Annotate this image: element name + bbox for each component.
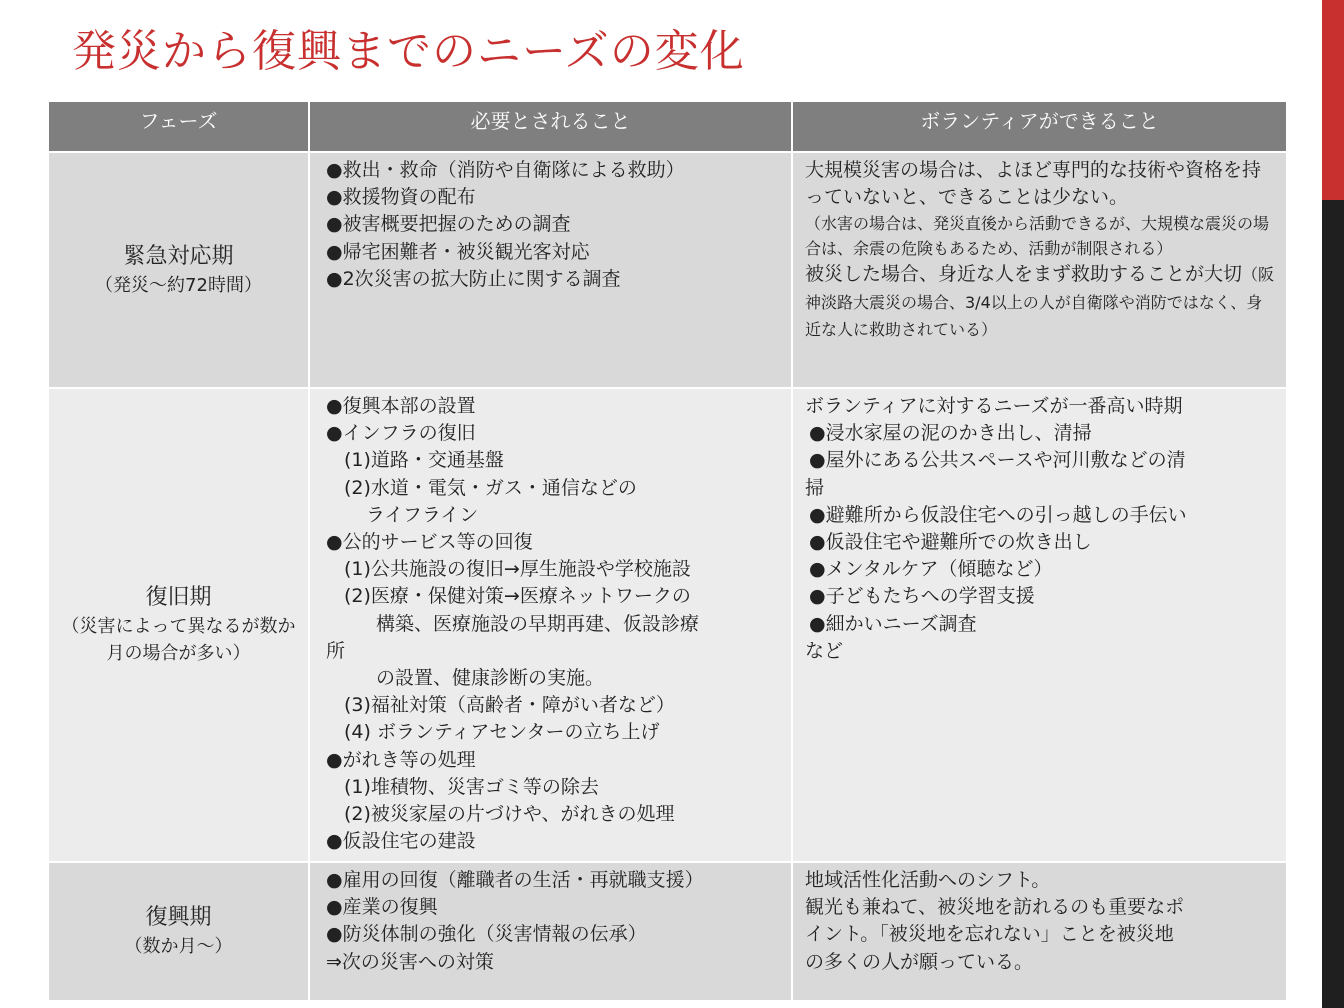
- need-subitem: (1)公共施設の復旧→厚生施設や学校施設: [344, 558, 691, 581]
- need-item: ●公的サービス等の回復: [326, 531, 533, 554]
- page-title: 発災から復興までのニーズの変化: [72, 26, 745, 77]
- needs-cell-recovery: [310, 387, 793, 861]
- need-item: ●救出・救命（消防や自衛隊による救助）: [326, 159, 685, 181]
- need-subitem: (2)水道・電気・ガス・通信などの: [344, 476, 637, 499]
- volunteer-text: 観光も兼ねて、被災地を訪れるのも重要なポ: [805, 896, 1185, 919]
- volunteer-text: 大規模災害の場合は、よほど専門的な技術や資格を持っていないと、できることは少ない。: [805, 159, 1262, 209]
- header-volunteer: ボランティアができること: [793, 102, 1286, 151]
- need-item: ●帰宅困難者・被災観光客対応: [326, 240, 590, 263]
- need-item: ●救援物資の配布: [326, 186, 476, 209]
- need-item: ●がれき等の処理: [326, 748, 476, 771]
- need-subitem: (1)道路・交通基盤: [344, 449, 504, 472]
- need-subitem: (3)福祉対策（高齢者・障がい者など）: [344, 694, 675, 717]
- need-item: ●防災体制の強化（災害情報の伝承）: [326, 923, 647, 946]
- need-item: ●復興本部の設置: [326, 395, 476, 417]
- volunteer-item: ●仮設住宅や避難所での炊き出し: [809, 531, 1092, 554]
- volunteer-item-cont: 掃: [805, 476, 825, 499]
- volunteer-note: （阪神淡路大震災の場合、3/4以上の人が自衛隊や消防ではなく、身近な人に救助されている）: [805, 265, 1275, 339]
- volunteer-text: イント。「被災地を忘れない」ことを被災地: [805, 923, 1174, 946]
- volunteer-item: ●細かいニーズ調査: [809, 612, 977, 635]
- volunteer-cell-emergency: [793, 151, 1286, 387]
- need-subitem: (4) ボランティアセンターの立ち上げ: [344, 721, 660, 744]
- volunteer-item: ●浸水家屋の泥のかき出し、清掃: [809, 422, 1092, 445]
- need-item: ●インフラの復旧: [326, 422, 476, 445]
- phase-cell-emergency: [49, 151, 310, 387]
- phase-name: 復興期: [145, 905, 212, 930]
- need-item: ●被害概要把握のための調査: [326, 213, 571, 236]
- volunteer-item: ●子どもたちへの学習支援: [809, 585, 1035, 608]
- header-needs: 必要とされること: [310, 102, 793, 151]
- need-item: ●仮設住宅の建設: [326, 830, 476, 853]
- need-subitem-cont: 構築、医療施設の早期再建、仮設診療: [376, 612, 700, 635]
- need-subitem-cont: 所: [326, 639, 346, 662]
- need-item: ●産業の復興: [326, 896, 438, 919]
- need-subitem-cont: ライフライン: [366, 503, 479, 526]
- volunteer-cell-recovery: [793, 387, 1286, 861]
- phase-sub: （発災～約72時間）: [95, 274, 262, 296]
- phase-name: 復旧期: [145, 585, 212, 610]
- volunteer-text: 地域活性化活動へのシフト。: [805, 869, 1051, 891]
- volunteer-item: ●避難所から仮設住宅への引っ越しの手伝い: [809, 503, 1187, 526]
- need-subitem: (1)堆積物、災害ゴミ等の除去: [344, 775, 599, 798]
- volunteer-text: ボランティアに対するニーズが一番高い時期: [805, 395, 1183, 417]
- needs-cell-reconstruction: [310, 861, 793, 1000]
- volunteer-item: ●屋外にある公共スペースや河川敷などの清: [809, 449, 1186, 472]
- accent-bar-top: [1322, 0, 1344, 200]
- need-item: ●雇用の回復（離職者の生活・再就職支援）: [326, 869, 704, 891]
- accent-bar-bottom: [1322, 200, 1344, 1008]
- volunteer-note: （水害の場合は、発災直後から活動できるが、大規模な震災の場合は、余震の危険もあるため、活動が制限される）: [805, 214, 1270, 259]
- volunteer-item: ●メンタルケア（傾聴など）: [809, 558, 1053, 581]
- header-phase: フェーズ: [49, 102, 310, 151]
- phase-sub: （災害によって異なるが数か月の場合が多い）: [61, 616, 296, 664]
- phase-cell-reconstruction: [49, 861, 310, 1000]
- phase-cell-recovery: [49, 387, 310, 861]
- need-subitem: (2)被災家屋の片づけや、がれきの処理: [344, 803, 675, 826]
- need-item: ⇒次の災害への対策: [326, 950, 494, 973]
- phase-sub: （数か月～）: [124, 936, 233, 957]
- volunteer-cell-reconstruction: [793, 861, 1286, 1000]
- volunteer-text: の多くの人が願っている。: [805, 950, 1034, 973]
- need-item: ●2次災害の拡大防止に関する調査: [326, 267, 621, 290]
- volunteer-text: 被災した場合、身近な人をまず救助することが大切: [805, 263, 1243, 286]
- need-subitem: (2)医療・保健対策→医療ネットワークの: [344, 585, 691, 608]
- volunteer-text: など: [805, 639, 844, 662]
- needs-cell-emergency: [310, 151, 793, 387]
- needs-table: [49, 102, 1286, 1000]
- need-subitem-cont: の設置、健康診断の実施。: [376, 667, 605, 690]
- phase-name: 緊急対応期: [123, 243, 234, 269]
